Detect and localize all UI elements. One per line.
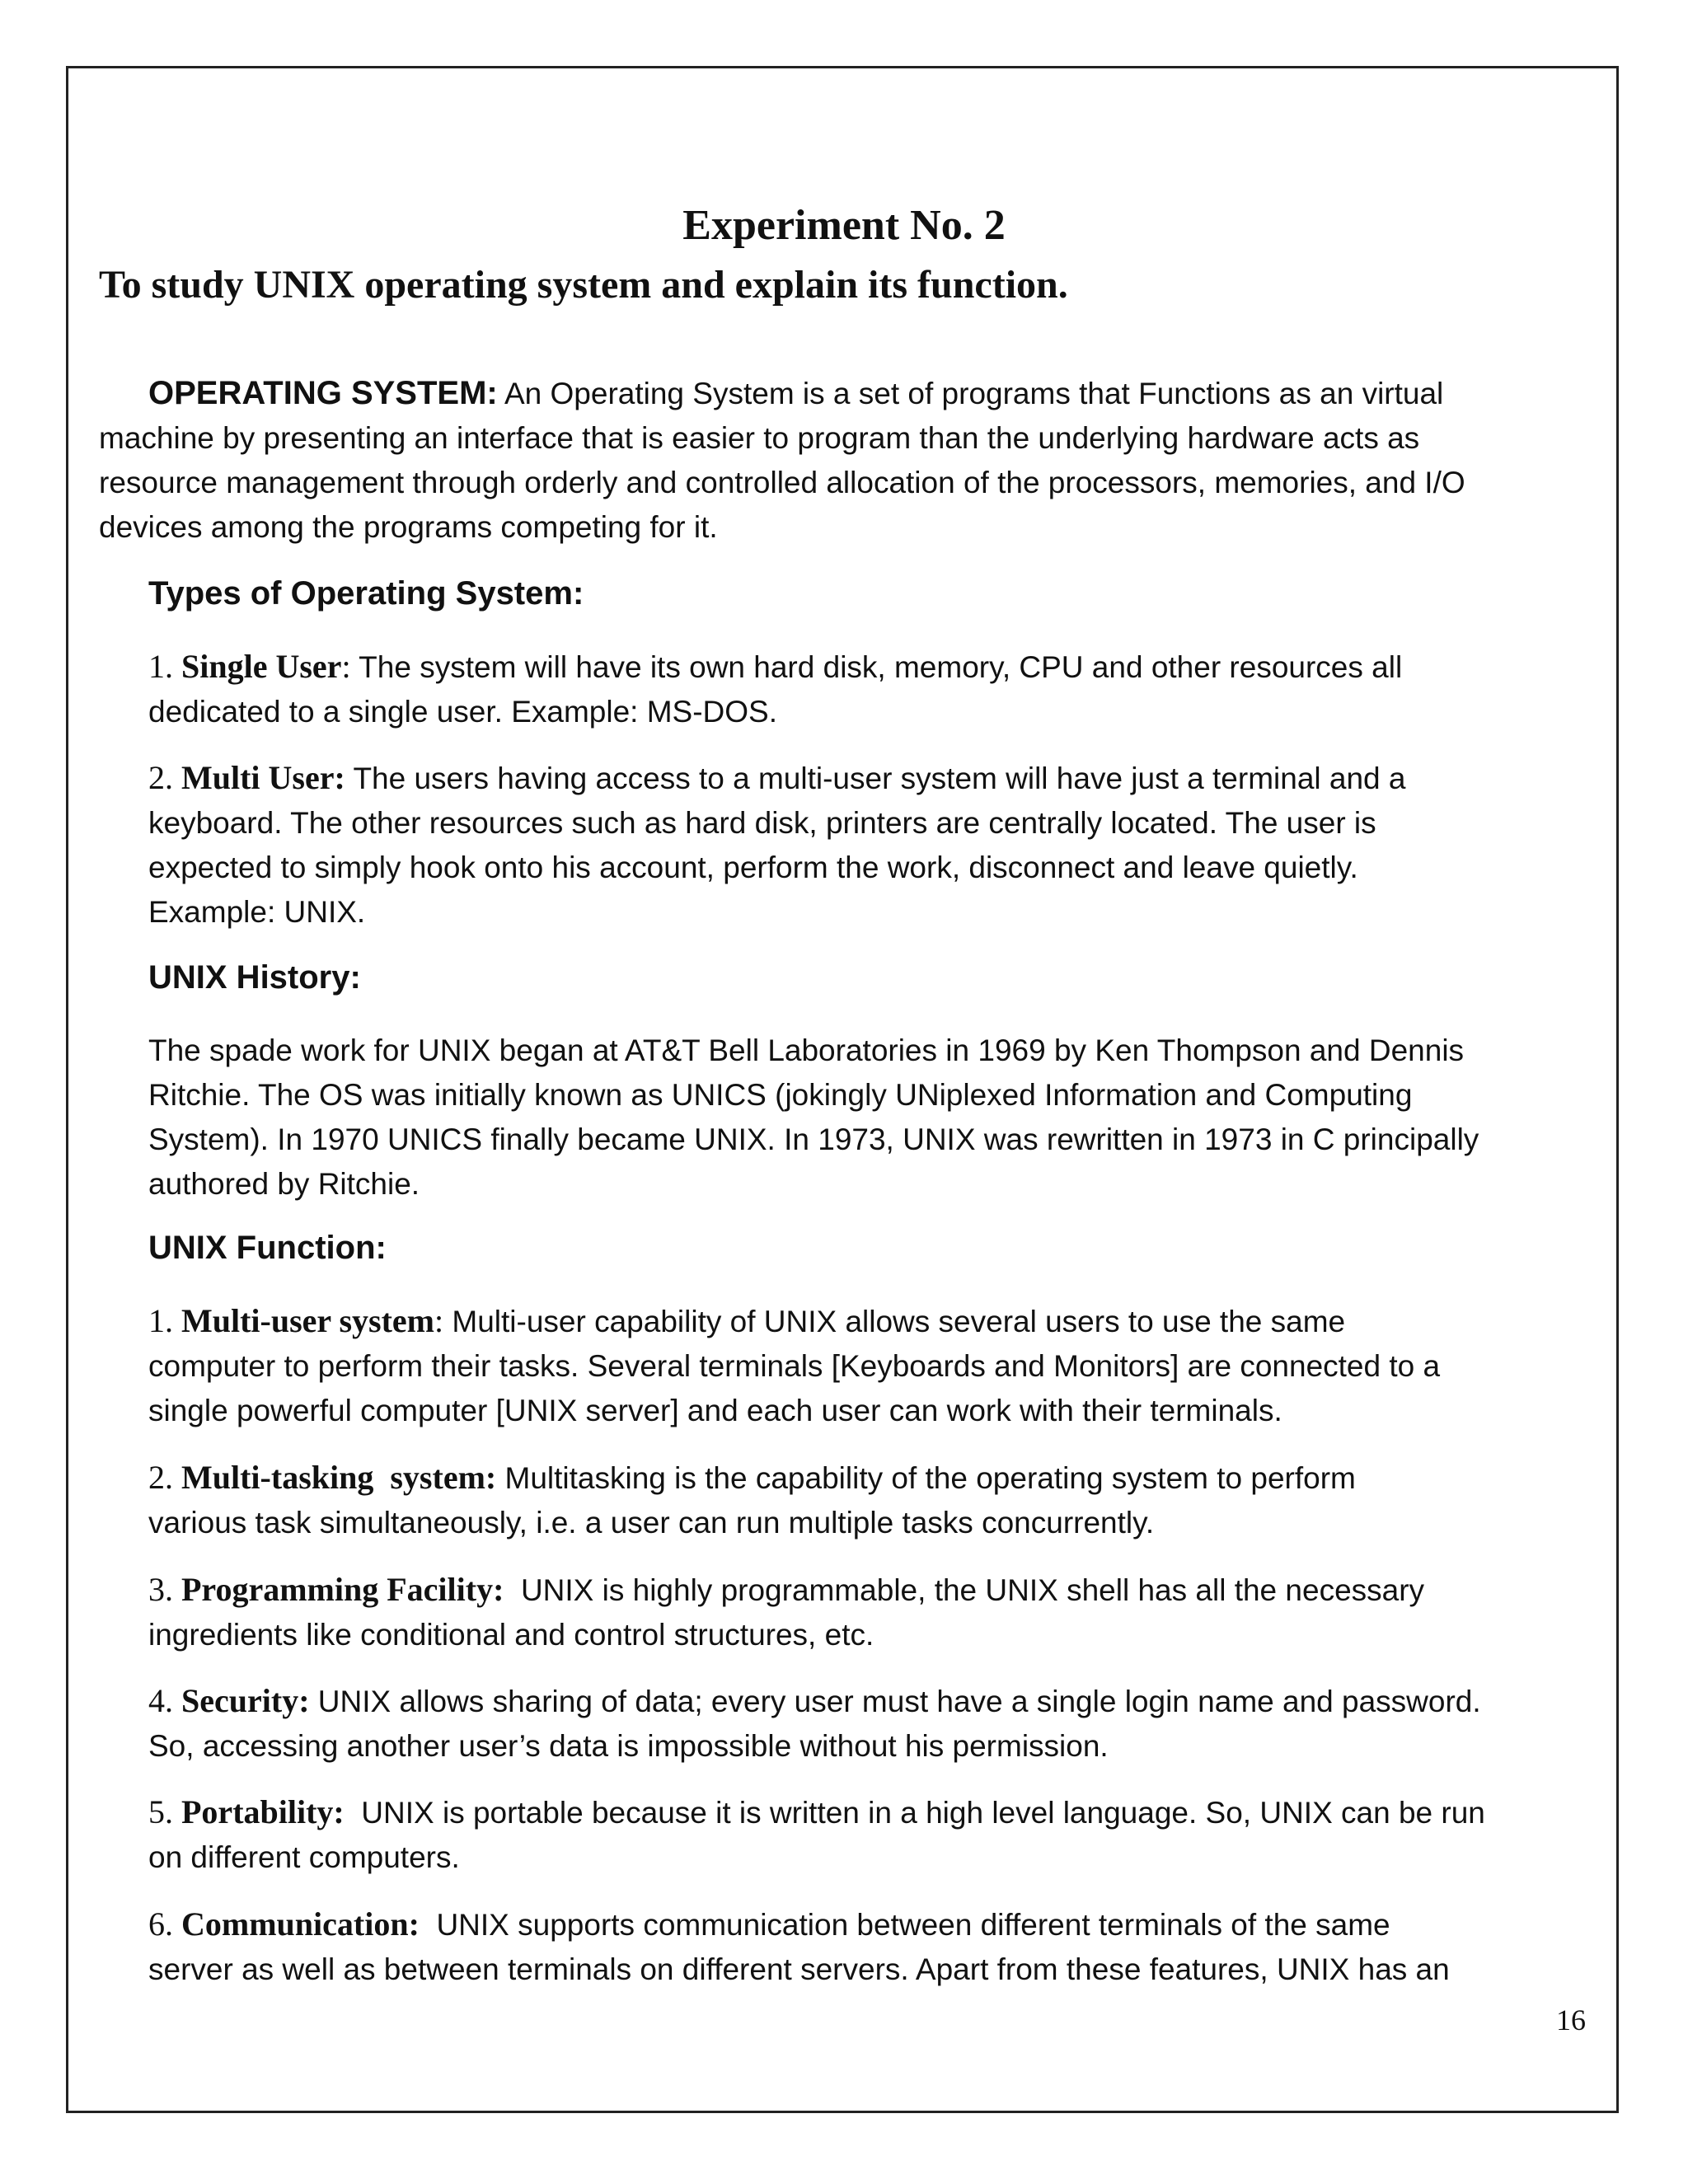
item-sep: :	[341, 648, 351, 685]
function-item-security	[148, 1679, 1481, 1769]
item-line: Multitasking is the capability of the operating system to perform	[496, 1461, 1356, 1495]
item-line: So, accessing another user’s data is impossible without his permission.	[148, 1729, 1109, 1763]
page-number: 16	[1556, 2004, 1586, 2036]
item-title: Multi User:	[181, 759, 345, 796]
function-item-programming	[148, 1568, 1424, 1657]
item-title: Single User	[181, 648, 342, 685]
item-line: Example: UNIX.	[148, 895, 366, 929]
intro-line: devices among the programs competing for it.	[99, 510, 718, 544]
item-number: 2.	[148, 759, 181, 796]
item-number: 1.	[148, 648, 181, 685]
history-heading: UNIX History:	[148, 959, 361, 996]
intro-paragraph	[99, 371, 1465, 550]
function-item-portability	[148, 1790, 1485, 1880]
function-item-communication	[148, 1902, 1450, 1992]
intro-line: resource management through orderly and controlled allocation of the processors, memories, and I/O	[99, 466, 1465, 499]
item-line: single powerful computer [UNIX server] and each user can work with their terminals.	[148, 1394, 1282, 1427]
history-line: System). In 1970 UNICS finally became UNIX. In 1973, UNIX was rewritten in 1973 in C principally	[148, 1122, 1479, 1156]
type-item-single-user	[148, 644, 1402, 734]
item-title: Multi-tasking system:	[181, 1459, 497, 1496]
history-line: The spade work for UNIX began at AT&T Bell Laboratories in 1969 by Ken Thompson and Dennis	[148, 1033, 1465, 1067]
item-line: UNIX allows sharing of data; every user must have a single login name and password.	[309, 1685, 1481, 1718]
history-paragraph	[148, 1029, 1479, 1207]
item-line: keyboard. The other resources such as hard disk, printers are centrally located. The user is	[148, 806, 1376, 840]
types-heading: Types of Operating System:	[148, 575, 584, 612]
intro-line: An Operating System is a set of programs that Functions as an virtual	[497, 377, 1444, 410]
item-title: Multi-user system	[181, 1302, 434, 1339]
item-number: 1.	[148, 1302, 181, 1339]
item-line: server as well as between terminals on different servers. Apart from these features, UNIX has an	[148, 1952, 1450, 1986]
item-title: Communication:	[181, 1905, 420, 1943]
function-item-multi-tasking	[148, 1455, 1356, 1545]
item-title: Programming Facility:	[181, 1571, 504, 1608]
type-item-multi-user	[148, 756, 1405, 935]
item-line: various task simultaneously, i.e. a user can run multiple tasks concurrently.	[148, 1506, 1155, 1540]
item-line: UNIX supports communication between different terminals of the same	[419, 1908, 1390, 1942]
item-title: Portability:	[181, 1793, 345, 1830]
intro-line: machine by presenting an interface that is easier to program than the underlying hardware acts as	[99, 421, 1420, 455]
aim-statement: To study UNIX operating system and explain its function.	[99, 263, 1068, 307]
item-line: computer to perform their tasks. Several terminals [Keyboards and Monitors] are connected to a	[148, 1349, 1441, 1383]
item-line: UNIX is portable because it is written in a high level language. So, UNIX can be run	[344, 1796, 1485, 1830]
experiment-title: Experiment No. 2	[682, 202, 1006, 249]
item-number: 5.	[148, 1793, 181, 1830]
item-sep: :	[434, 1302, 444, 1339]
history-line: authored by Ritchie.	[148, 1167, 420, 1201]
item-number: 3.	[148, 1571, 181, 1608]
item-line: Multi-user capability of UNIX allows several users to use the same	[443, 1305, 1346, 1338]
history-line: Ritchie. The OS was initially known as UNICS (jokingly UNiplexed Information and Computing	[148, 1078, 1413, 1112]
function-heading: UNIX Function:	[148, 1230, 387, 1266]
item-line: The system will have its own hard disk, memory, CPU and other resources all	[350, 650, 1403, 684]
item-number: 2.	[148, 1459, 181, 1496]
item-line: The users having access to a multi-user system will have just a terminal and a	[345, 762, 1406, 795]
item-line: UNIX is highly programmable, the UNIX shell has all the necessary	[504, 1573, 1425, 1607]
function-item-multi-user	[148, 1299, 1440, 1433]
item-line: dedicated to a single user. Example: MS-DOS.	[148, 695, 777, 729]
item-number: 6.	[148, 1905, 181, 1943]
item-title: Security:	[181, 1682, 310, 1719]
item-number: 4.	[148, 1682, 181, 1719]
intro-lead: OPERATING SYSTEM:	[148, 375, 498, 411]
item-line: on different computers.	[148, 1840, 460, 1874]
item-line: expected to simply hook onto his account, perform the work, disconnect and leave quietly.	[148, 851, 1358, 884]
item-line: ingredients like conditional and control structures, etc.	[148, 1618, 874, 1652]
